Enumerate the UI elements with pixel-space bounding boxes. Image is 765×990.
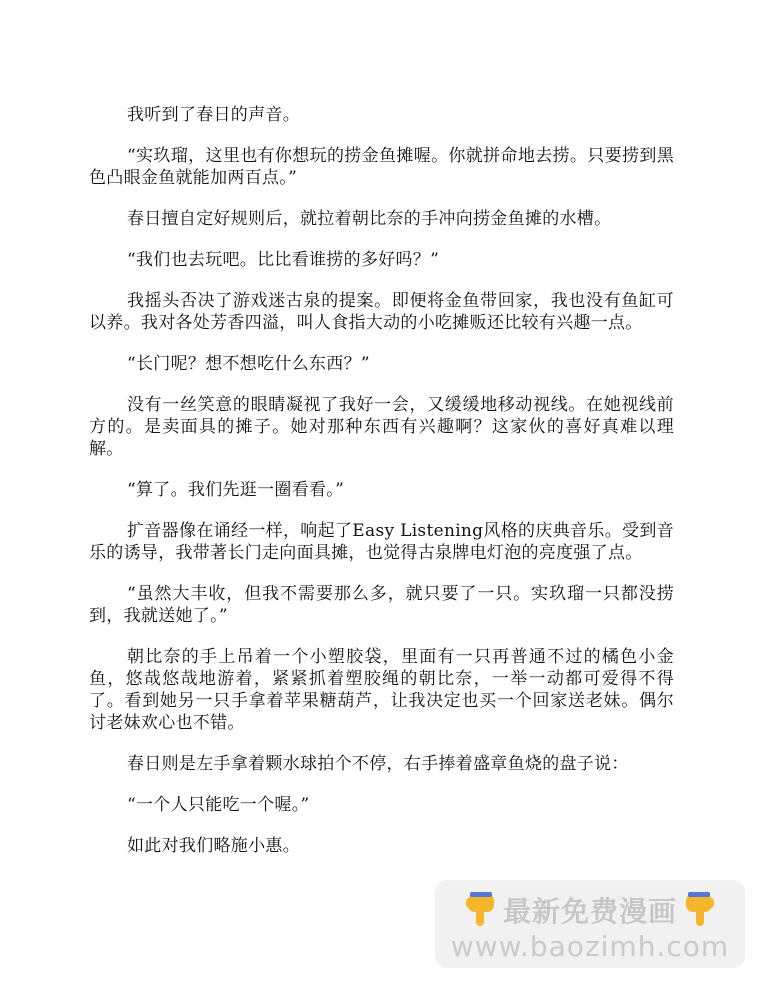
paragraph: “长门呢？想不想吃什么东西？” <box>127 354 370 374</box>
paragraph: 我摇头否决了游戏迷古泉的提案。即便将金鱼带回家，我也没有鱼缸可以养。我对各处芳香四溢，叫人食指大动的小吃摊贩还比较有兴趣一点。 <box>89 291 674 333</box>
watermark-title-row <box>435 890 745 930</box>
text-column <box>89 104 674 876</box>
paragraph: 朝比奈的手上吊着一个小塑胶袋，里面有一只再普通不过的橘色小金鱼，悠哉悠哉地游着，紧紧抓着塑胶绳的朝比奈，一举一动都可爱得不得了。看到她另一只手拿着苹果糖葫芦，让我决定也买一个回家送老妹。偶尔讨老妹欢心也不错。 <box>89 647 674 733</box>
watermark-badge[interactable] <box>435 880 745 968</box>
paragraph: 我听到了春日的声音。 <box>127 105 300 125</box>
paragraph: “一个人只能吃一个喔。” <box>127 795 310 815</box>
watermark-title: 最新免费漫画 <box>502 895 677 928</box>
paragraph: 没有一丝笑意的眼睛凝视了我好一会，又缓缓地移动视线。在她视线前方的。是卖面具的摊子。她对那种东西有兴趣啊？这家伙的喜好真难以理解。 <box>89 395 674 459</box>
pointing-down-hand-icon <box>683 892 715 928</box>
paragraph: “我们也去玩吧。比比看谁捞的多好吗？” <box>127 250 440 270</box>
paragraph: 春日擅自定好规则后，就拉着朝比奈的手冲向捞金鱼摊的水槽。 <box>127 209 612 229</box>
watermark-url[interactable]: www.baozimh.com <box>450 930 730 963</box>
paragraph: 如此对我们略施小惠。 <box>127 836 300 856</box>
pointing-down-hand-icon <box>465 892 497 928</box>
paragraph: 扩音器像在诵经一样，响起了Easy Listening风格的庆典音乐。受到音乐的诱导，我带著长门走向面具摊，也觉得古泉牌电灯泡的亮度强了点。 <box>89 521 674 563</box>
paragraph: “实玖瑠，这里也有你想玩的捞金鱼摊喔。你就拼命地去捞。只要捞到黑色凸眼金鱼就能加两百点。” <box>89 146 674 188</box>
paragraph: “算了。我们先逛一圈看看。” <box>127 480 345 500</box>
paragraph: “虽然大丰收，但我不需要那么多，就只要了一只。实玖瑠一只都没捞到，我就送她了。” <box>89 584 674 626</box>
paragraph: 春日则是左手拿着颗水球拍个不停，右手捧着盛章鱼烧的盘子说： <box>127 754 629 774</box>
